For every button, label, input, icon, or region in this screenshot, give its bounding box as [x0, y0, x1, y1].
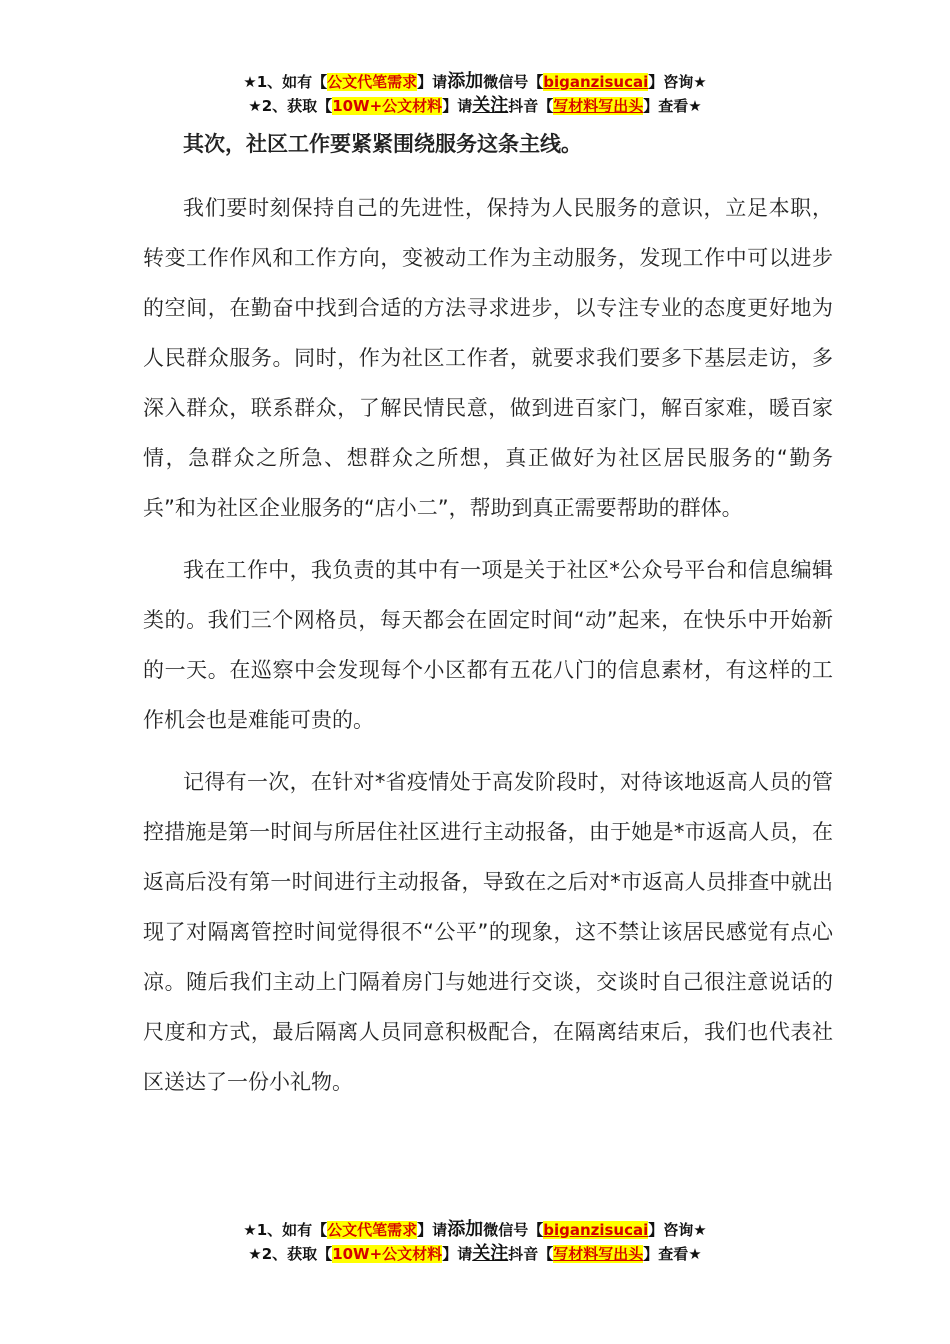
douyin-account-link[interactable]: 写材料写出头	[553, 97, 644, 115]
wechat-id-link[interactable]: biganzisucai	[543, 1221, 649, 1239]
promo-text: 】请	[442, 97, 473, 115]
promo-text: 】请	[442, 1245, 473, 1263]
promo-text: 抖音【	[508, 1245, 554, 1263]
promo-text: 】查看★	[643, 1245, 702, 1263]
promo-text: 】请	[417, 1221, 448, 1239]
promo-text: 微信号【	[483, 73, 544, 91]
paragraph: 记得有一次，在针对*省疫情处于高发阶段时，对待该地返高人员的管控措施是第一时间与所居住社区进行主动报备，由于她是*市返高人员，在返高后没有第一时间进行主动报备，导致在之后对*市返高人员排查中就出现了对隔离管控时间觉得很不“公平”的现象，这不禁让该居民感觉有点心凉。随后我们主动上门隔着房门与她进行交谈，交谈时自己很注意说话的尺度和方式，最后隔离人员同意积极配合，在隔离结束后，我们也代表社区送达了一份小礼物。	[143, 770, 833, 1094]
section-heading: 其次，社区工作要紧紧围绕服务这条主线。	[183, 132, 582, 156]
footer-promo-banner	[0, 1218, 950, 1266]
document-body	[143, 124, 833, 1119]
promo-highlight-materials: 10W+公文材料	[332, 97, 443, 115]
promo-text: 】查看★	[643, 97, 702, 115]
promo-emphasis: 添加	[447, 71, 484, 92]
paragraph: 我们要时刻保持自己的先进性，保持为人民服务的意识，立足本职，转变工作作风和工作方向，变被动工作为主动服务，发现工作中可以进步的空间，在勤奋中找到合适的方法寻求进步，以专注专业的态度更好地为人民群众服务。同时，作为社区工作者，就要求我们要多下基层走访，多深入群众，联系群众，了解民情民意，做到进百家门，解百家难，暖百家情，急群众之所急、想群众之所想，真正做好为社区居民服务的“勤务兵”和为社区企业服务的“店小二”，帮助到真正需要帮助的群体。	[143, 196, 833, 520]
promo-highlight-service: 公文代笔需求	[327, 1221, 418, 1239]
promo-line-2	[0, 94, 950, 118]
promo-line-2	[0, 1242, 950, 1266]
promo-text: ★1、如有【	[243, 1221, 328, 1239]
promo-emphasis: 关注	[472, 1243, 509, 1264]
promo-highlight-materials: 10W+公文材料	[332, 1245, 443, 1263]
header-promo-banner	[0, 70, 950, 118]
promo-emphasis: 关注	[472, 95, 509, 116]
promo-highlight-service: 公文代笔需求	[327, 73, 418, 91]
wechat-id-link[interactable]: biganzisucai	[543, 73, 649, 91]
promo-emphasis: 添加	[447, 1219, 484, 1240]
promo-line-1	[0, 1218, 950, 1242]
promo-text: ★1、如有【	[243, 73, 328, 91]
promo-text: ★2、获取【	[248, 1245, 333, 1263]
promo-line-1	[0, 70, 950, 94]
promo-text: ★2、获取【	[248, 97, 333, 115]
paragraph: 我在工作中，我负责的其中有一项是关于社区*公众号平台和信息编辑类的。我们三个网格员，每天都会在固定时间“动”起来，在快乐中开始新的一天。在巡察中会发现每个小区都有五花八门的信息素材，有这样的工作机会也是难能可贵的。	[143, 558, 833, 732]
promo-text: 】咨询★	[648, 1221, 707, 1239]
promo-text: 】请	[417, 73, 448, 91]
promo-text: 微信号【	[483, 1221, 544, 1239]
promo-text: 抖音【	[508, 97, 554, 115]
promo-text: 】咨询★	[648, 73, 707, 91]
douyin-account-link[interactable]: 写材料写出头	[553, 1245, 644, 1263]
